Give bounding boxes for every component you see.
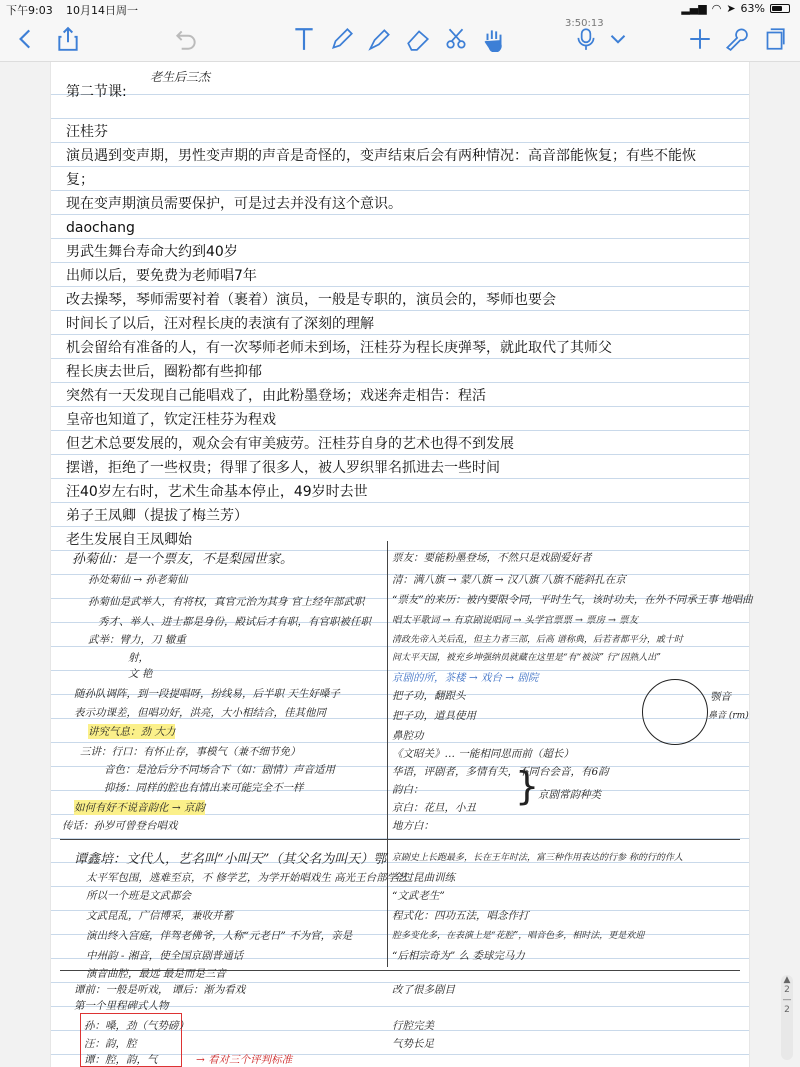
handwritten-right-line: 间太平天国，被充乡坤强纳员就藏在这里是“有“被淡” 行“因熟人出” (392, 653, 661, 663)
handwritten-left-line: → 看对三个评判标准 (196, 1054, 293, 1066)
handwritten-right-line: 鼻腔功 (392, 730, 424, 742)
add-icon[interactable] (686, 26, 714, 54)
diagram-label-2: 鼻音 (rm) (708, 711, 749, 721)
brace-mark: } (515, 764, 540, 808)
note-line: 出师以后，要免费为老师唱7年 (66, 268, 257, 284)
handwritten-right-line: 韵白： (392, 784, 424, 796)
battery-icon (770, 4, 790, 13)
handwritten-left-line: 音色：是沧后分不同场合下（如：剧情）声音适用 (104, 764, 335, 776)
handwritten-right-line: 行腔完美 (392, 1020, 434, 1032)
handwritten-left-line: 太平军包围，逃难至京，不 修学艺，为学开始唱戏生 高光王台部学艺 (86, 872, 408, 884)
wifi-icon: ◠ (711, 2, 722, 15)
handwritten-right-line: 地方白： (392, 820, 434, 832)
handwritten-right-line: “文武老生” (392, 890, 445, 902)
handwritten-right-line: 京白：花旦，小丑 (392, 802, 476, 814)
share-icon[interactable] (54, 26, 82, 54)
location-icon: ➤ (726, 2, 736, 15)
handwritten-left-line: 谭鑫培：文代人，艺名叫“小叫天”（其父名为叫天）鄂 (74, 852, 387, 867)
page-scrollbar[interactable]: ▲ 2 — 2 (781, 975, 793, 1060)
note-line: 突然有一天发现自己能唱戏了，由此粉墨登场；戏迷奔走相告：程活 (66, 388, 486, 404)
handwritten-right-line: 《文昭关》… 一能相同思而前（超长） (392, 748, 574, 760)
handwritten-left-line: 秀才、举人、进士都是身份，殿试后才有职，有官职被任职 (98, 616, 371, 628)
handwritten-right-line: “后相宗奇为” 么 委球完马力 (392, 950, 525, 962)
handwritten-right-line: 程式化：四功五法，唱念作打 (392, 910, 529, 922)
handwritten-left-line: 文武昆乱，广信博采，兼收并蓄 (86, 910, 233, 922)
handwritten-left-line: 如何有好不说音韵化 → 京韵 (74, 802, 205, 814)
handwritten-right-line: 把子功，翻跟头 (392, 690, 466, 702)
battery-percent: 63% (740, 2, 765, 15)
handwritten-right-line: 华语，评剧者，多情有失，不同台会音，有6韵 (392, 766, 609, 778)
diagram-label-1: 颚音 (710, 691, 731, 703)
handwritten-left-line: 第一个里程碑式人物 (74, 1000, 169, 1012)
handwritten-heading: 老生后三杰 (150, 70, 211, 84)
handwritten-left-line: 表示功课差，但唱功好，洪亮，大小相结合，佳其他同 (74, 707, 326, 719)
note-line: 机会留给有准备的人，有一次琴师老师未到场，汪桂芬为程长庚弹琴，就此取代了其师父 (66, 340, 612, 356)
note-line: 男武生舞台寿命大约到40岁 (66, 244, 238, 260)
handwritten-left-line: 谭前：一般是听戏， 谭后：渐为看戏 (74, 984, 246, 996)
handwritten-right-line: 改了很多剧目 (392, 984, 455, 996)
status-time: 下午9:03 (6, 4, 53, 17)
handwritten-left-line: 中州韵 - 湘音，使全国京剧普通话 (86, 950, 244, 962)
handwritten-right-line: 清政先帝入关后乱，但主力者三部，后高 谱称典，后若者都平分，戚十时 (392, 635, 683, 645)
note-line: 汪40岁左右时，艺术生命基本停止，49岁时去世 (66, 484, 368, 500)
note-line: 时间长了以后，汪对程长庚的表演有了深刻的理解 (66, 316, 374, 332)
handwritten-left-line: 孙菊仙：是一个票友，不是梨园世家。 (72, 552, 294, 567)
status-bar (0, 0, 800, 18)
hand-icon[interactable] (480, 26, 508, 54)
handwritten-left-line: 孙：嗓，劲（气势磅） (84, 1020, 189, 1032)
wrench-icon[interactable] (722, 26, 750, 54)
chevron-down-icon[interactable] (604, 26, 632, 54)
pen-icon[interactable] (328, 26, 356, 54)
brace-label: 京剧常韵种类 (538, 789, 601, 801)
note-line: 程长庚去世后，圈粉都有些抑郁 (66, 364, 262, 380)
handwritten-left-line: 演出终入宫庭，伴驾老佛爷，人称“元老日” 不为官，亲是 (86, 930, 353, 942)
note-line: 老生发展自王凤卿始 (66, 532, 192, 548)
section-divider (60, 839, 740, 840)
handwritten-right-line: 腔多变化多，在表演上是“花腔”，唱音色多，相时法，更是欢迎 (392, 931, 645, 941)
handwritten-left-line: 射， (128, 652, 149, 664)
handwritten-right-line: “票友”的来历：被内要限令同，平时生气，该时功夫，在外不同承王事 地唱曲 (392, 594, 753, 606)
microphone-icon[interactable] (572, 26, 600, 54)
handwritten-right-line: 京剧的所，茶楼 → 戏台 → 剧院 (392, 672, 539, 684)
handwritten-right-line: 京剧史上长跑最多，长在王年时法，富三种作用表达的行参 称的行的作人 (392, 853, 683, 863)
handwritten-left-line: 文 艳 (128, 668, 153, 680)
handwritten-left-line: 抑扬：同样的腔也有情出来可能完全不一样 (104, 782, 304, 794)
signal-icon: ▂▄▆ (681, 2, 707, 15)
handwritten-right-line: 气势长足 (392, 1038, 434, 1050)
note-line: daochang (66, 220, 135, 236)
note-line: 汪桂芬 (66, 124, 108, 140)
note-line: 皇帝也知道了，钦定汪桂芬为程戏 (66, 412, 276, 428)
note-line: 现在变声期演员需要保护，可是过去并没有这个意识。 (66, 196, 402, 212)
handwritten-left-line: 孙菊仙是武举人，有将权，真官元治为其身 官上经年部武职 (88, 596, 365, 608)
pages-icon[interactable] (760, 26, 788, 54)
undo-icon[interactable] (172, 26, 200, 54)
eraser-icon[interactable] (404, 26, 432, 54)
handwritten-right-line: 全过昆曲训练 (392, 872, 455, 884)
handwritten-right-line: 票友：要能粉墨登场，不然只是戏剧爱好者 (392, 552, 592, 564)
handwritten-left-line: 传话：孙岁可曾登台唱戏 (62, 820, 178, 832)
recording-clock: 3:50:13 (565, 18, 604, 29)
mouth-diagram (642, 679, 708, 745)
handwritten-left-line: 孙处菊仙 → 孙老菊仙 (88, 574, 188, 586)
handwritten-left-line: 演音曲腔，最远 最是而是三音 (86, 968, 226, 980)
toolbar (0, 18, 800, 62)
note-line: 但艺术总要发展的，观众会有审美疲劳。汪桂芬自身的艺术也得不到发展 (66, 436, 514, 452)
handwritten-right-line: 把子功，道具使用 (392, 710, 476, 722)
note-line: 演员遇到变声期，男性变声期的声音是奇怪的，变声结束后会有两种情况：高音部能恢复；有些不能恢 (66, 148, 696, 164)
text-tool-icon[interactable] (290, 26, 318, 54)
handwritten-right-line: 清：满八旗 → 蒙八旗 → 汉八旗 八旗不能斜扎在京 (392, 574, 626, 586)
column-divider (387, 541, 388, 967)
note-line: 摆谱，拒绝了一些权贵；得罪了很多人，被人罗织罪名抓进去一些时间 (66, 460, 500, 476)
handwritten-left-line: 所以一个班是文武都会 (86, 890, 191, 902)
status-date: 10月14日周一 (66, 4, 138, 17)
handwritten-right-line: 唱太平歌词 → 有京剧说唱同 → 头学官票票 → 票房 → 票友 (392, 615, 638, 626)
highlighter-icon[interactable] (366, 26, 394, 54)
lesson-title: 第二节课: (66, 84, 127, 100)
handwritten-left-line: 讲究气息：劲 大力 (88, 726, 176, 738)
handwritten-left-line: 谭：腔，韵，气 (84, 1054, 158, 1066)
status-right (681, 2, 790, 15)
handwritten-left-line: 三讲：行口：有怀止存，事模气（兼不细节免） (80, 746, 301, 758)
back-icon[interactable] (12, 26, 40, 54)
note-line: 复； (66, 172, 94, 188)
note-line: 改去操琴，琴师需要衬着（裹着）演员，一般是专职的，演员会的，琴师也要会 (66, 292, 556, 308)
handwritten-left-line: 武举：臂力，刀 辙重 (88, 634, 186, 646)
handwritten-left-line: 随孙队调阵，到一段提唱呀，扮线易，后半职 天生好嗓子 (74, 688, 340, 700)
note-line: 弟子王凤卿（提拔了梅兰芳） (66, 508, 248, 524)
handwritten-left-line: 汪：韵，腔 (84, 1038, 137, 1050)
lasso-icon[interactable] (442, 26, 470, 54)
